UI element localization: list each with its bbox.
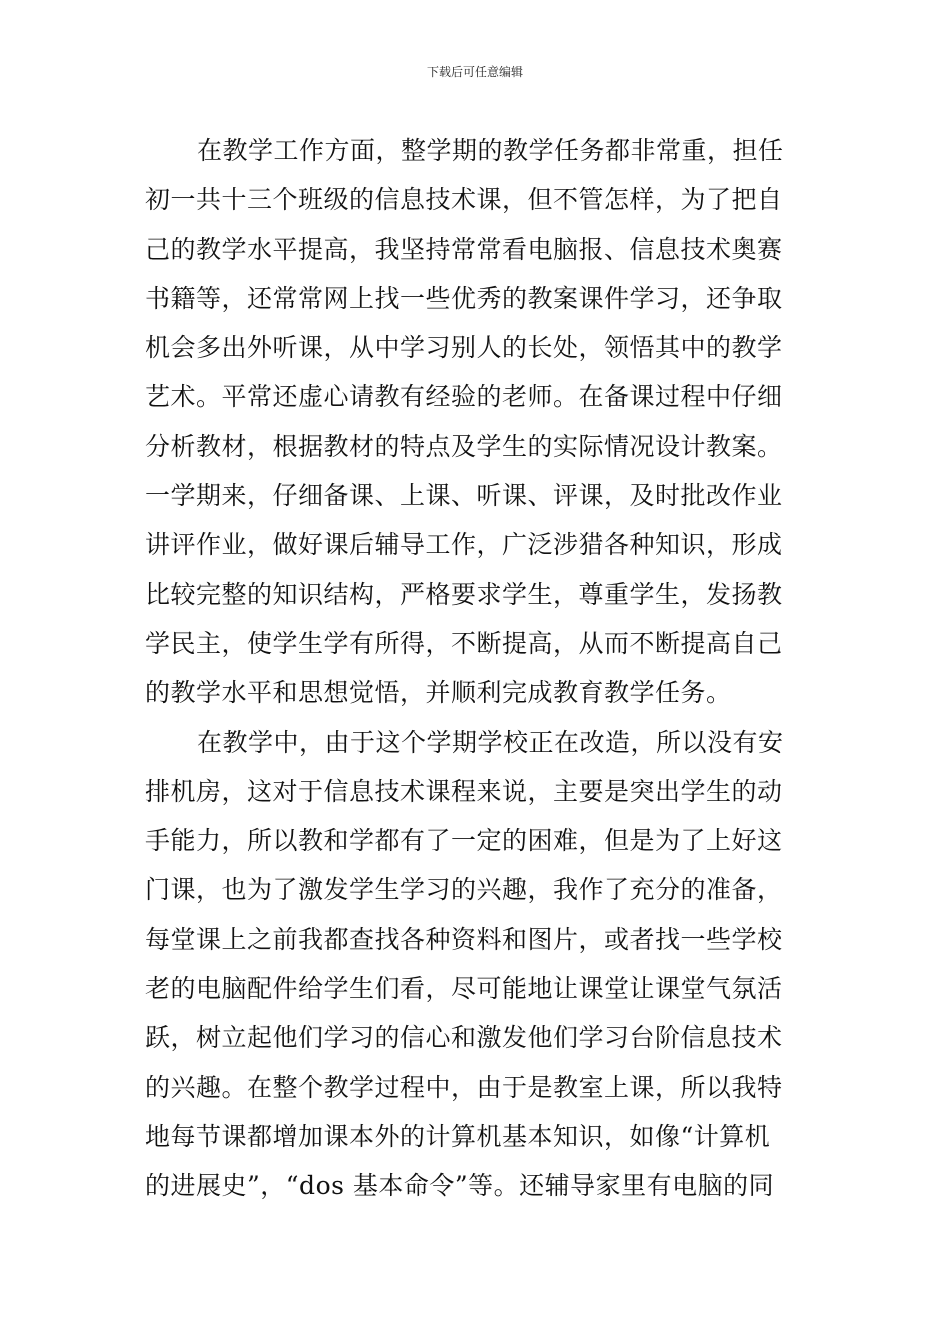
text-line: 跃，树立起他们学习的信心和激发他们学习台阶信息技术 bbox=[145, 1023, 783, 1053]
document-body bbox=[145, 126, 810, 1211]
text-line: 手能力，所以教和学都有了一定的困难，但是为了上好这 bbox=[145, 826, 783, 856]
text-line: 分析教材，根据教材的特点及学生的实际情况设计教案。 bbox=[145, 431, 783, 461]
text-line: 排机房，这对于信息技术课程来说，主要是突出学生的动 bbox=[145, 776, 783, 806]
text-line: 的兴趣。在整个教学过程中，由于是教室上课，所以我特 bbox=[145, 1072, 783, 1102]
text-line: 每堂课上之前我都查找各种资料和图片，或者找一些学校 bbox=[145, 924, 783, 954]
paragraph-1 bbox=[145, 126, 810, 718]
text-line: 讲评作业，做好课后辅导工作，广泛涉猎各种知识，形成 bbox=[145, 530, 783, 560]
page-header: 下载后可任意编辑 bbox=[426, 65, 523, 79]
text-line: 初一共十三个班级的信息技术课，但不管怎样，为了把自 bbox=[145, 185, 783, 215]
text-line: 艺术。平常还虚心请教有经验的老师。在备课过程中仔细 bbox=[145, 382, 783, 412]
text-line: 在教学中，由于这个学期学校正在改造，所以没有安 bbox=[197, 727, 784, 757]
text-line: 地每节课都增加课本外的计算机基本知识，如像“计算机 bbox=[145, 1121, 771, 1151]
text-line: 学民主，使学生学有所得，不断提高，从而不断提高自己 bbox=[145, 628, 783, 658]
text-line: 门课，也为了激发学生学习的兴趣，我作了充分的准备， bbox=[145, 875, 783, 905]
text-line: 老的电脑配件给学生们看，尽可能地让课堂让课堂气氛活 bbox=[145, 974, 783, 1004]
text-line: 书籍等，还常常网上找一些优秀的教案课件学习，还争取 bbox=[145, 283, 783, 313]
text-line: 的教学水平和思想觉悟，并顺利完成教育教学任务。 bbox=[145, 678, 732, 708]
text-line: 在教学工作方面，整学期的教学任务都非常重，担任 bbox=[197, 136, 784, 165]
text-line: 比较完整的知识结构，严格要求学生，尊重学生，发扬教 bbox=[145, 579, 783, 609]
text-line: 一学期来，仔细备课、上课、听课、评课，及时批改作业 bbox=[145, 481, 783, 511]
text-line: 机会多出外听课，从中学习别人的长处，领悟其中的教学 bbox=[145, 333, 783, 363]
text-line: 己的教学水平提高，我坚持常常看电脑报、信息技术奥赛 bbox=[145, 234, 783, 264]
text-line: 的进展史”，“dos 基本命令”等。还辅导家里有电脑的同 bbox=[145, 1171, 775, 1201]
paragraph-2 bbox=[145, 718, 810, 1211]
